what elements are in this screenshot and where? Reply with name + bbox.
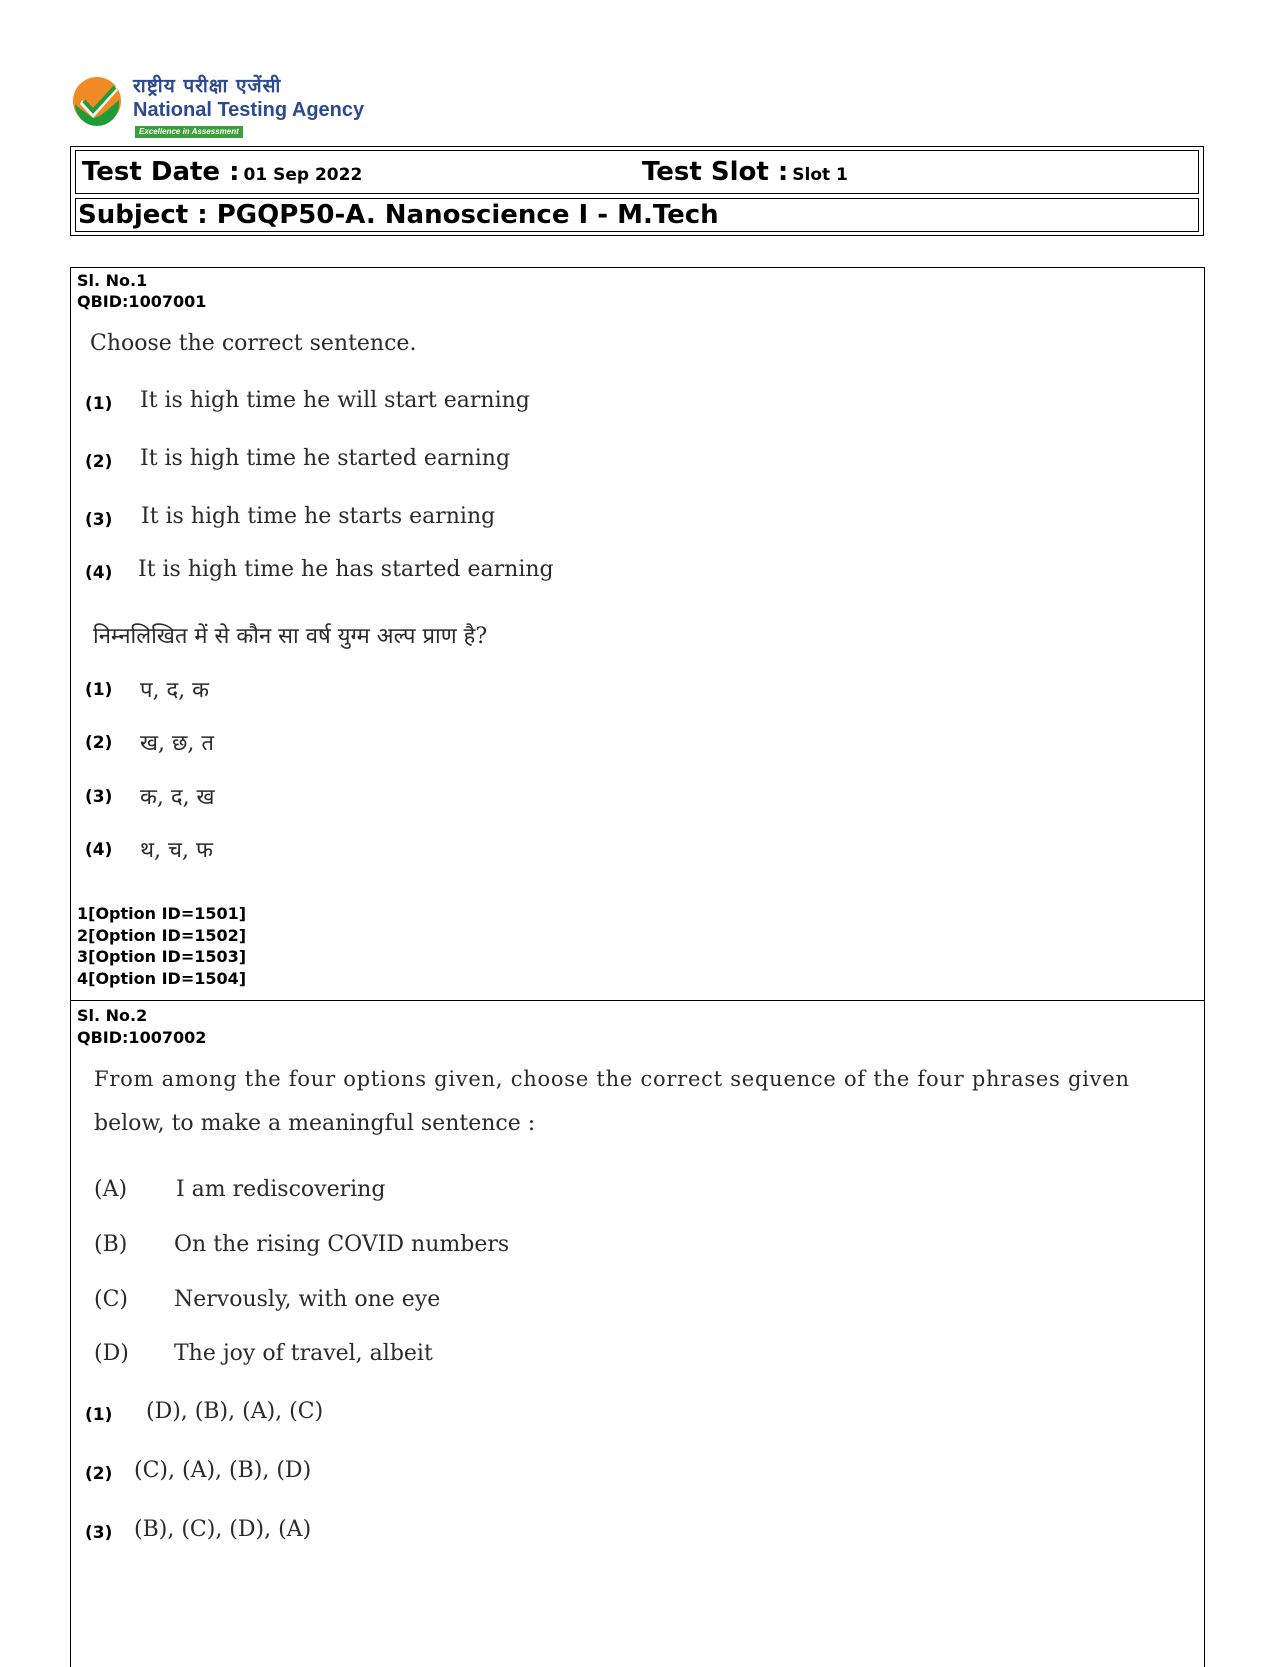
q2-qbid: QBID:1007002 — [77, 1028, 207, 1047]
q2-phrase-a-label: (A) — [94, 1177, 128, 1202]
test-slot-value: Slot 1 — [792, 165, 848, 185]
q1-hi-option-1-num: (1) — [85, 680, 113, 700]
q2-question-line-2: below, to make a meaningful sentence : — [94, 1111, 536, 1136]
question-divider — [70, 1000, 1205, 1001]
q1-en-option-3-text: It is high time he starts earning — [141, 504, 496, 529]
q2-option-3-num: (3) — [85, 1523, 113, 1543]
q2-phrase-c-label: (C) — [94, 1287, 128, 1312]
questions-frame — [70, 267, 1205, 1667]
q1-hi-option-2-text: ख, छ, त — [140, 731, 214, 756]
logo-hindi-name: राष्ट्रीय परीक्षा एजेंसी — [133, 75, 282, 97]
nta-logo — [72, 72, 412, 138]
q1-en-option-4-num: (4) — [85, 563, 113, 583]
test-slot — [642, 157, 848, 187]
q1-hi-option-3-text: क, द, ख — [140, 785, 215, 810]
test-date-value: 01 Sep 2022 — [243, 165, 363, 185]
q1-en-option-1-num: (1) — [85, 394, 113, 414]
logo-tagline: Excellence in Assessment — [135, 126, 243, 138]
test-date — [82, 157, 362, 187]
test-slot-label: Test Slot : — [642, 157, 789, 187]
q1-sl-no: Sl. No.1 — [77, 271, 148, 290]
q2-option-2-num: (2) — [85, 1464, 113, 1484]
q2-option-3-text: (B), (C), (D), (A) — [134, 1517, 312, 1542]
q1-hi-option-2-num: (2) — [85, 733, 113, 753]
q2-phrase-b-text: On the rising COVID numbers — [174, 1232, 510, 1257]
subject-row — [75, 198, 1199, 232]
q2-phrase-a-text: I am rediscovering — [176, 1177, 386, 1202]
q2-phrase-d-label: (D) — [94, 1341, 129, 1366]
q2-option-1-num: (1) — [85, 1405, 113, 1425]
q1-qbid: QBID:1007001 — [77, 292, 207, 311]
q2-sl-no: Sl. No.2 — [77, 1006, 148, 1025]
q1-en-option-3-num: (3) — [85, 510, 113, 530]
q2-option-1-text: (D), (B), (A), (C) — [146, 1399, 324, 1424]
nta-checkmark-logo-icon — [72, 76, 122, 126]
q2-phrase-b-label: (B) — [94, 1232, 128, 1257]
q1-hi-option-1-text: प, द, क — [140, 678, 210, 703]
q1-option-id-4: 4[Option ID=1504] — [77, 969, 247, 988]
q1-hi-option-4-num: (4) — [85, 840, 113, 860]
subject-title: Subject : PGQP50-A. Nanoscience I - M.Tech — [78, 200, 719, 230]
q1-option-id-3: 3[Option ID=1503] — [77, 947, 247, 966]
q1-en-option-2-text: It is high time he started earning — [140, 446, 511, 471]
q1-hi-option-3-num: (3) — [85, 787, 113, 807]
q2-option-2-text: (C), (A), (B), (D) — [134, 1458, 312, 1483]
q2-question-line-1: From among the four options given, choose the correct sequence of the four phrases given — [94, 1067, 1130, 1091]
q1-english-question: Choose the correct sentence. — [90, 331, 417, 356]
q1-option-id-2: 2[Option ID=1502] — [77, 926, 247, 945]
logo-english-name: National Testing Agency — [133, 99, 365, 121]
q2-phrase-c-text: Nervously, with one eye — [174, 1287, 441, 1312]
q1-en-option-4-text: It is high time he has started earning — [138, 557, 554, 582]
q1-hindi-question: निम्नलिखित में से कौन सा वर्ष युग्म अल्प प्राण है? — [93, 624, 488, 649]
q1-option-id-1: 1[Option ID=1501] — [77, 904, 247, 923]
test-date-label: Test Date : — [82, 157, 240, 187]
q1-en-option-2-num: (2) — [85, 452, 113, 472]
q1-hi-option-4-text: थ, च, फ — [140, 838, 213, 863]
q1-en-option-1-text: It is high time he will start earning — [140, 388, 530, 413]
q2-phrase-d-text: The joy of travel, albeit — [174, 1341, 433, 1366]
test-date-slot-row — [75, 150, 1199, 194]
test-header — [70, 146, 1204, 236]
